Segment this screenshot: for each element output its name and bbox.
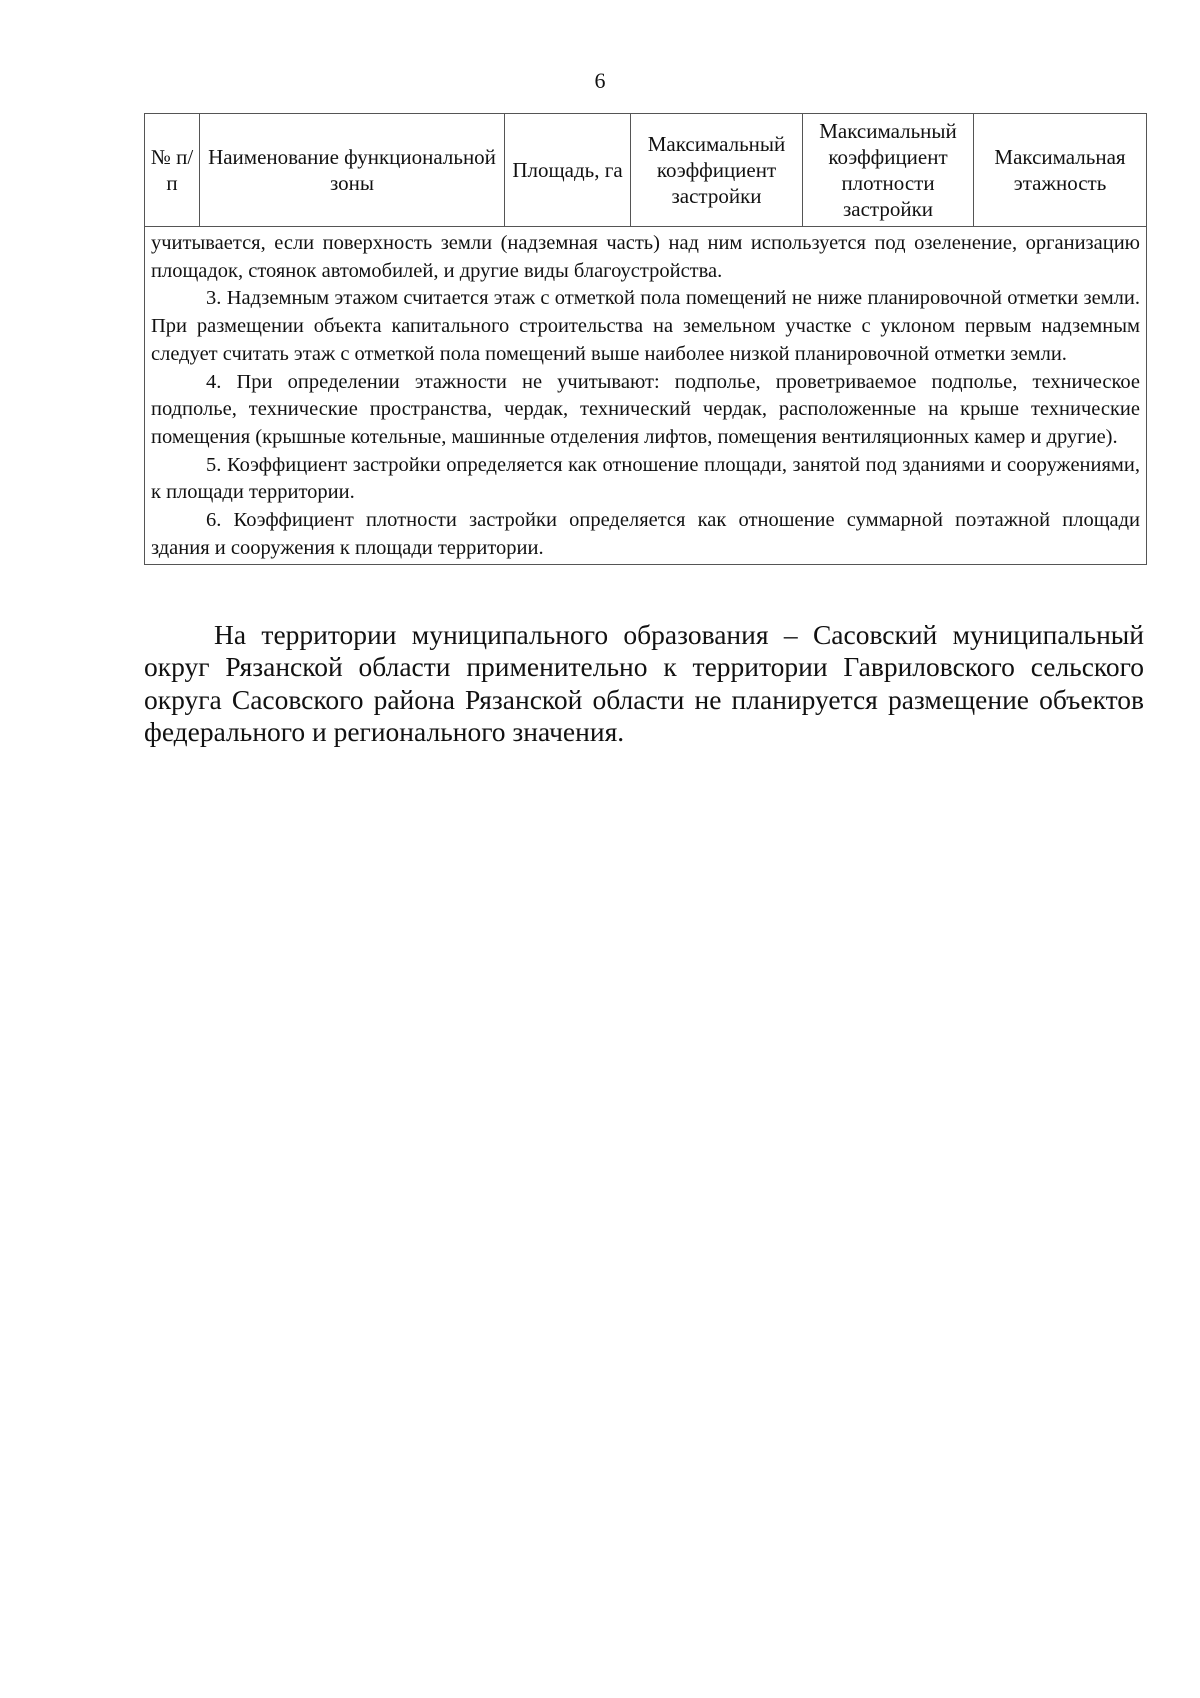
note-paragraph: учитывается, если поверхность земли (надземная часть) над ним используется под озеленение, организацию площадок, стоянок автомобилей, и другие виды благоустройства. — [151, 232, 1140, 282]
notes-cell — [145, 227, 1147, 565]
table-header-row — [145, 114, 1147, 227]
summary-paragraph: На территории муниципального образования – Сасовский муниципальный округ Рязанской области применительно к территории Гавриловского сельского округа Сасовского района Рязанской области не планируется размещение объектов федерального и регионального значения. — [144, 619, 1144, 747]
table-notes-row — [145, 227, 1147, 565]
note-paragraph: 3. Надземным этажом считается этаж с отметкой пола помещений не ниже планировочной отметки земли. При размещении объекта капитального строительства на земельном участке с уклоном первым надземным следует считать этаж с отметкой пола помещений выше наиболее низкой планировочной отметки земли. — [151, 287, 1140, 365]
header-area: Площадь, га — [505, 114, 631, 227]
header-number: № п/п — [145, 114, 200, 227]
note-paragraph: 4. При определении этажности не учитывают: подполье, проветриваемое подполье, техническое подполье, технические пространства, чердак, технический чердак, расположенные на крыше технические помещения (крышные котельные, машинные отделения лифтов, помещения вентиляционных камер и другие). — [151, 370, 1140, 448]
functional-zones-table — [144, 113, 1147, 565]
header-max-floors: Максимальная этажность — [974, 114, 1147, 227]
page-number: 6 — [594, 68, 606, 93]
header-zone-name: Наименование функциональной зоны — [200, 114, 505, 227]
header-max-building-coefficient: Максимальный коэффициент застройки — [631, 114, 803, 227]
note-paragraph: 6. Коэффициент плотности застройки определяется как отношение суммарной поэтажной площади здания и сооружения к площади территории. — [151, 509, 1140, 559]
note-paragraph: 5. Коэффициент застройки определяется как отношение площади, занятой под зданиями и сооружениями, к площади территории. — [151, 453, 1140, 504]
header-max-density-coefficient: Максимальный коэффициент плотности застройки — [803, 114, 974, 227]
